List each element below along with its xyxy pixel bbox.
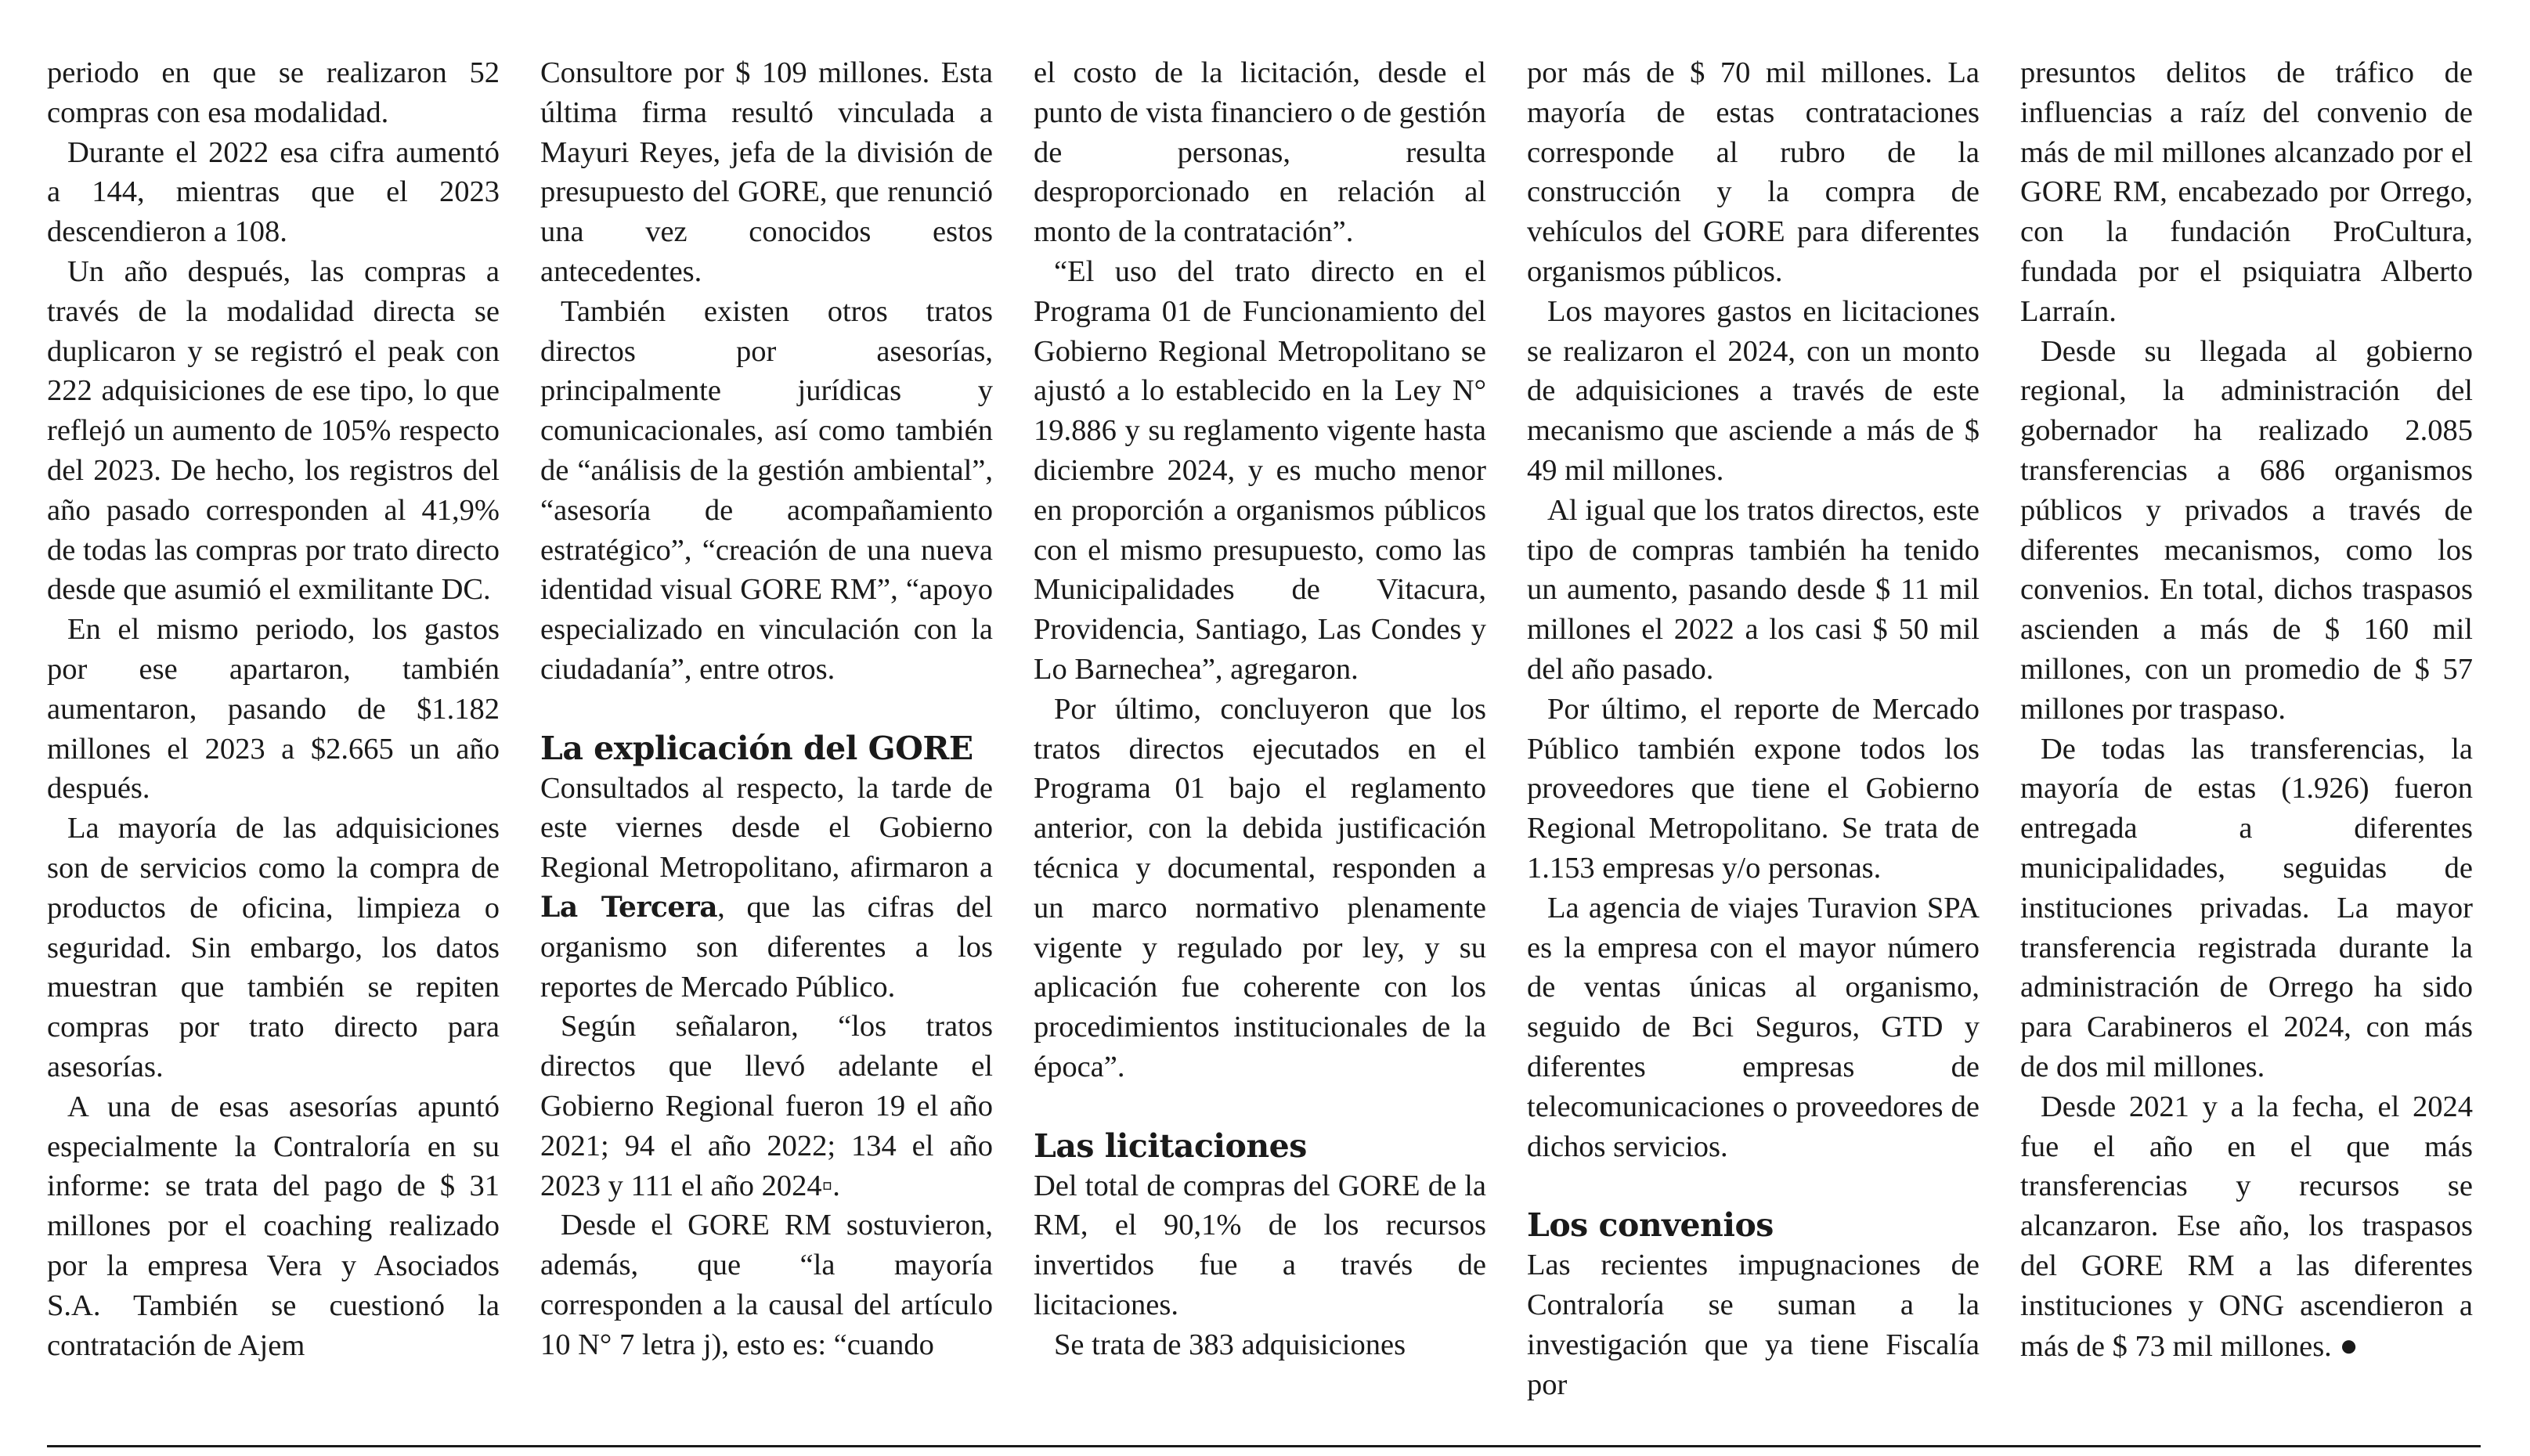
paragraph-text: Por último, el reporte de Mercado Público también expone todos los proveedores que tiene el Gobierno Regional Metropolitano. Se trata de 1.153 empresas y/o personas.	[1527, 692, 1980, 885]
publication-name: La Tercera	[540, 890, 718, 924]
paragraph-text: Por último, concluyeron que los tratos directos ejecutados en el Programa 01 bajo el reglamento anterior, con la debida justificación técnica y documental, responden a un marco normativo plenamente vigente y regulado por ley, y su aplicación fue coherente con los procedimientos institucionales de la época”.	[1034, 692, 1486, 1083]
paragraph	[2020, 53, 2473, 332]
paragraph-text: por más de $ 70 mil millones. La mayoría de estas contrataciones corresponde al rubro de la construcción y la compra de vehículos del GORE para diferentes organismos públicos.	[1527, 56, 1980, 288]
paragraph	[2020, 332, 2473, 730]
paragraph-text: En el mismo periodo, los gastos por ese apartaron, también aumentaron, pasando de $1.182 millones el 2023 a $2.665 un año después.	[47, 613, 500, 805]
paragraph	[2020, 1087, 2473, 1367]
paragraph-text: Se trata de 383 adquisiciones	[1054, 1328, 1406, 1361]
paragraph-text: Los mayores gastos en licitaciones se realizaron el 2024, con un monto de adquisiciones a través de este mecanismo que asciende a más de $ 49 mil millones.	[1527, 294, 1980, 487]
bottom-rule	[47, 1445, 2481, 1447]
paragraph	[1034, 1166, 1486, 1325]
paragraph	[47, 1087, 500, 1366]
section-heading: La explicación del GORE	[540, 729, 973, 767]
paragraph	[540, 292, 993, 690]
paragraph-text: Al igual que los tratos directos, este tipo de compras también ha tenido un aumento, pasando desde $ 11 mil millones el 2022 a los casi $ 50 mil del año pasado.	[1527, 493, 1980, 686]
paragraph	[540, 1206, 993, 1364]
paragraph	[47, 809, 500, 1087]
article-column-3	[1034, 53, 1486, 1365]
paragraph-text: Las recientes impugnaciones de Contraloría se suman a la investigación que ya tiene Fiscalía por	[1527, 1249, 1980, 1401]
paragraph-text: Desde el GORE RM sostuvieron, además, que “la mayoría corresponden a la causal del artículo 10 N° 7 letra j), esto es: “cuando	[540, 1209, 993, 1361]
paragraph-text: “El uso del trato directo en el Programa 01 de Funcionamiento del Gobierno Regional Metropolitano se ajustó a lo establecido en la Ley N° 19.886 y su reglamento vigente hasta diciembre 2024, y es mucho menor en proporción a organismos públicos con el mismo presupuesto, como las Municipalidades de Vitacura, Providencia, Santiago, Las Condes y Lo Barnechea”, agregaron.	[1034, 254, 1486, 686]
paragraph-text: Durante el 2022 esa cifra aumentó a 144, mientras que el 2023 descendieron a 108.	[47, 135, 500, 249]
article-column-5	[2020, 53, 2473, 1366]
paragraph	[540, 53, 993, 292]
paragraph	[1034, 690, 1486, 1087]
paragraph	[1527, 292, 1980, 491]
section-heading: Los convenios	[1527, 1206, 1774, 1245]
paragraph-text: Desde su llegada al gobierno regional, la administración del gobernador ha realizado 2.085 transferencias a 686 organismos públicos y privados a través de diferentes mecanismos, como los convenios. En total, dichos traspasos ascienden a más de $ 160 mil millones, con un promedio de $ 57 millones por traspaso.	[2020, 334, 2473, 726]
end-of-article-bullet-icon: ●	[2339, 1327, 2359, 1363]
paragraph-text: periodo en que se realizaron 52 compras con esa modalidad.	[47, 56, 500, 129]
paragraph	[1527, 888, 1980, 1167]
paragraph	[47, 252, 500, 610]
paragraph	[1527, 53, 1980, 292]
paragraph-text: La mayoría de las adquisiciones son de servicios como la compra de productos de oficina, limpieza o seguridad. Sin embargo, los datos muestran que también se repiten compras por trato directo para asesorías.	[47, 812, 500, 1083]
paragraph	[2020, 730, 2473, 1087]
paragraph	[540, 769, 993, 1007]
paragraph-text: De todas las transferencias, la mayoría de estas (1.926) fueron entregada a diferentes municipalidades, seguidas de instituciones privadas. La mayor transferencia registrada durante la administración de Orrego ha sido para Carabineros el 2024, con más de dos mil millones.	[2020, 732, 2473, 1083]
paragraph-text: También existen otros tratos directos por asesorías, principalmente jurídicas y comunicacionales, así como también de “análisis de la gestión ambiental”, “asesoría de acompañamiento estratégico”, “creación de una nueva identidad visual GORE RM”, “apoyo especializado en vinculación con la ciudadanía”, entre otros.	[540, 294, 993, 686]
paragraph-text: La agencia de viajes Turavion SPA es la empresa con el mayor número de ventas únicas al organismo, seguido de Bci Seguros, GTD y diferentes empresas de telecomunicaciones o proveedores de dichos servicios.	[1527, 891, 1980, 1163]
paragraph-text: Del total de compras del GORE de la RM, el 90,1% de los recursos invertidos fue a través de licitaciones.	[1034, 1169, 1486, 1321]
section-heading: Las licitaciones	[1034, 1126, 1307, 1165]
paragraph	[1034, 252, 1486, 690]
paragraph	[1527, 1245, 1980, 1404]
paragraph-text: , que las cifras del organismo son diferentes a los reportes de Mercado Público.	[540, 890, 993, 1004]
paragraph	[47, 53, 500, 133]
article-column-1	[47, 53, 500, 1365]
paragraph	[1034, 53, 1486, 252]
paragraph	[540, 1007, 993, 1206]
paragraph	[47, 133, 500, 252]
paragraph-text: Según señalaron, “los tratos directos que llevó adelante el Gobierno Regional fueron 19 el año 2021; 94 el año 2022; 134 el año 2023 y 111 el año 2024▫.	[540, 1010, 993, 1202]
paragraph-text: A una de esas asesorías apuntó especialmente la Contraloría en su informe: se trata del pago de $ 31 millones por el coaching realizado por la empresa Vera y Asociados S.A. También se cuestionó la contratación de Ajem	[47, 1090, 500, 1362]
paragraph	[1034, 1325, 1486, 1365]
article-column-4	[1527, 53, 1980, 1404]
paragraph	[47, 610, 500, 809]
article-column-2	[540, 53, 993, 1365]
paragraph-text: Desde 2021 y a la fecha, el 2024 fue el año en el que más transferencias y recursos se alcanzaron. Ese año, los traspasos del GORE RM a las diferentes instituciones y ONG ascendieron a más de $ 73 mil millones.	[2020, 1090, 2473, 1363]
paragraph-text: presuntos delitos de tráfico de influencias a raíz del convenio de más de mil millones alcanzado por el GORE RM, encabezado por Orrego, con la fundación ProCultura, fundada por el psiquiatra Alberto Larraín.	[2020, 56, 2473, 328]
paragraph	[1527, 491, 1980, 690]
paragraph-text: Un año después, las compras a través de la modalidad directa se duplicaron y se registró el peak con 222 adquisiciones de ese tipo, lo que reflejó un aumento de 105% respecto del 2023. De hecho, los registros del año pasado corresponden al 41,9% de todas las compras por trato directo desde que asumió el exmilitante DC.	[47, 254, 500, 607]
paragraph-text: Consultados al respecto, la tarde de este viernes desde el Gobierno Regional Metropolitano, afirmaron a	[540, 771, 993, 885]
paragraph-text: Consultore por $ 109 millones. Esta última firma resultó vinculada a Mayuri Reyes, jefa de la división de presupuesto del GORE, que renunció una vez conocidos estos antecedentes.	[540, 56, 993, 288]
paragraph	[1527, 690, 1980, 888]
paragraph-text: el costo de la licitación, desde el punto de vista financiero o de gestión de personas, resulta desproporcionado en relación al monto de la contratación”.	[1034, 56, 1486, 249]
